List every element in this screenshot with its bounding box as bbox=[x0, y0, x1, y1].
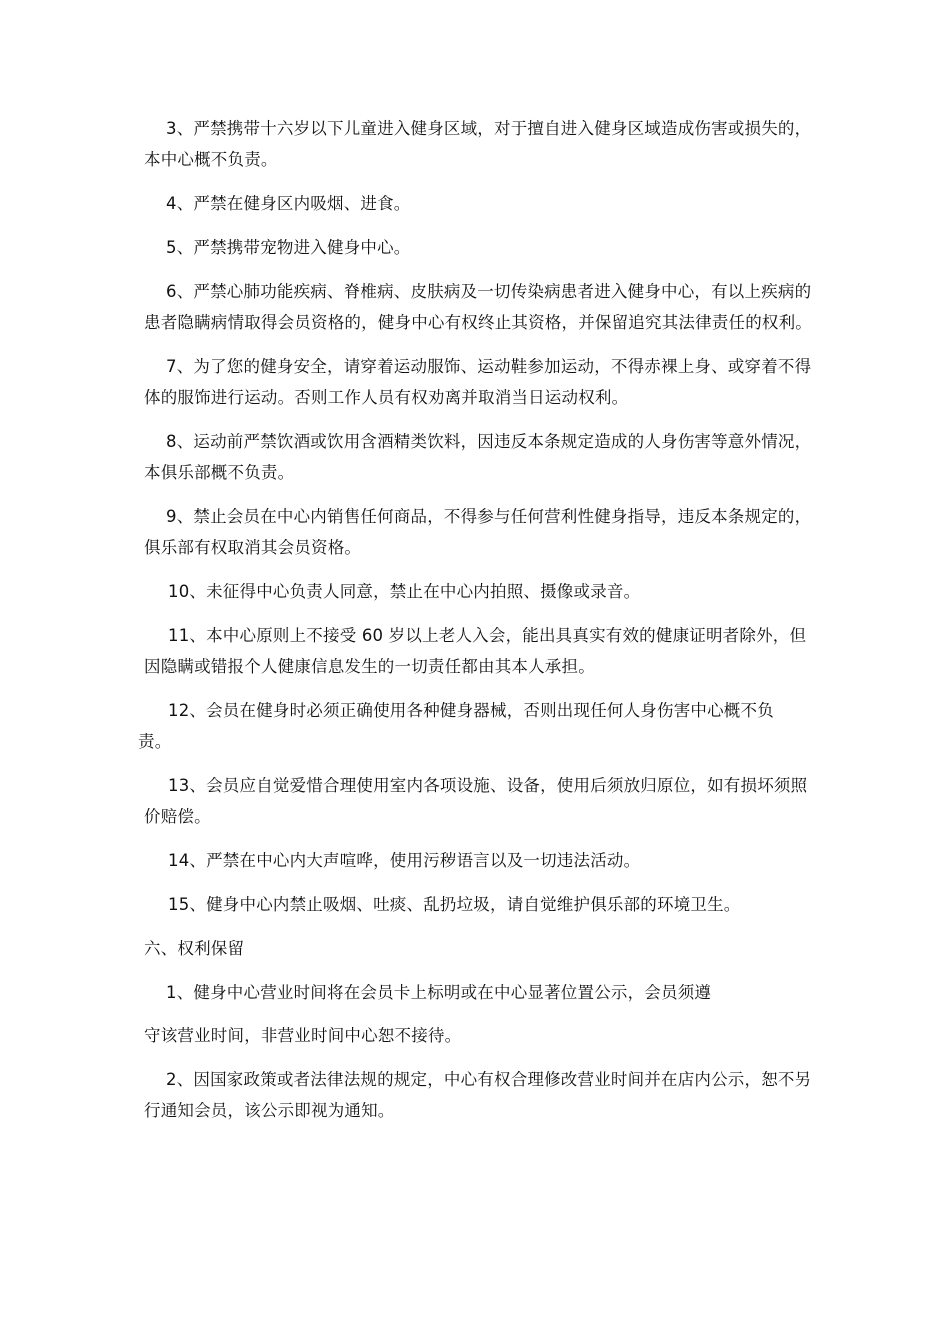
rule-9: 9、禁止会员在中心内销售任何商品，不得参与任何营利性健身指导，违反本条规定的，俱乐部有权取消其会员资格。 bbox=[144, 507, 812, 557]
rule-13: 13、会员应自觉爱惜合理使用室内各项设施、设备，使用后须放归原位，如有损坏须照价赔偿。 bbox=[144, 776, 808, 826]
rule-3: 3、严禁携带十六岁以下儿童进入健身区域，对于擅自进入健身区域造成伤害或损失的，本中心概不负责。 bbox=[144, 119, 812, 169]
section-heading-rights-reserved: 六、权利保留 bbox=[144, 939, 245, 958]
rule-5: 5、严禁携带宠物进入健身中心。 bbox=[166, 238, 411, 257]
rule-12-line-1: 12、会员在健身时必须正确使用各种健身器械，否则出现任何人身伤害中心概不负 bbox=[168, 701, 774, 720]
rule-12 bbox=[138, 695, 812, 757]
rights-1-line-1: 1、健身中心营业时间将在会员卡上标明或在中心显著位置公示，会员须遵 bbox=[166, 983, 712, 1002]
document-body bbox=[138, 113, 812, 1139]
rights-2: 2、因国家政策或者法律法规的规定，中心有权合理修改营业时间并在店内公示，恕不另行通知会员，该公示即视为通知。 bbox=[144, 1070, 812, 1120]
rule-8: 8、运动前严禁饮酒或饮用含酒精类饮料，因违反本条规定造成的人身伤害等意外情况，本俱乐部概不负责。 bbox=[144, 432, 812, 482]
rule-15: 15、健身中心内禁止吸烟、吐痰、乱扔垃圾，请自觉维护俱乐部的环境卫生。 bbox=[168, 895, 741, 914]
rule-4: 4、严禁在健身区内吸烟、进食。 bbox=[166, 194, 411, 213]
rule-11: 11、本中心原则上不接受 60 岁以上老人入会，能出具真实有效的健康证明者除外，但因隐瞒或错报个人健康信息发生的一切责任都由其本人承担。 bbox=[144, 626, 807, 676]
rule-12-line-2: 责。 bbox=[138, 732, 172, 751]
rule-14: 14、严禁在中心内大声喧哗，使用污秽语言以及一切违法活动。 bbox=[168, 851, 641, 870]
rule-7: 7、为了您的健身安全，请穿着运动服饰、运动鞋参加运动，不得赤裸上身、或穿着不得体的服饰进行运动。否则工作人员有权劝离并取消当日运动权利。 bbox=[144, 357, 812, 407]
rights-1-line-2: 守该营业时间，非营业时间中心恕不接待。 bbox=[144, 1026, 462, 1045]
rule-10: 10、未征得中心负责人同意，禁止在中心内拍照、摄像或录音。 bbox=[168, 582, 641, 601]
rule-6: 6、严禁心肺功能疾病、脊椎病、皮肤病及一切传染病患者进入健身中心，有以上疾病的患者隐瞒病情取得会员资格的，健身中心有权终止其资格，并保留追究其法律责任的权利。 bbox=[144, 282, 812, 332]
